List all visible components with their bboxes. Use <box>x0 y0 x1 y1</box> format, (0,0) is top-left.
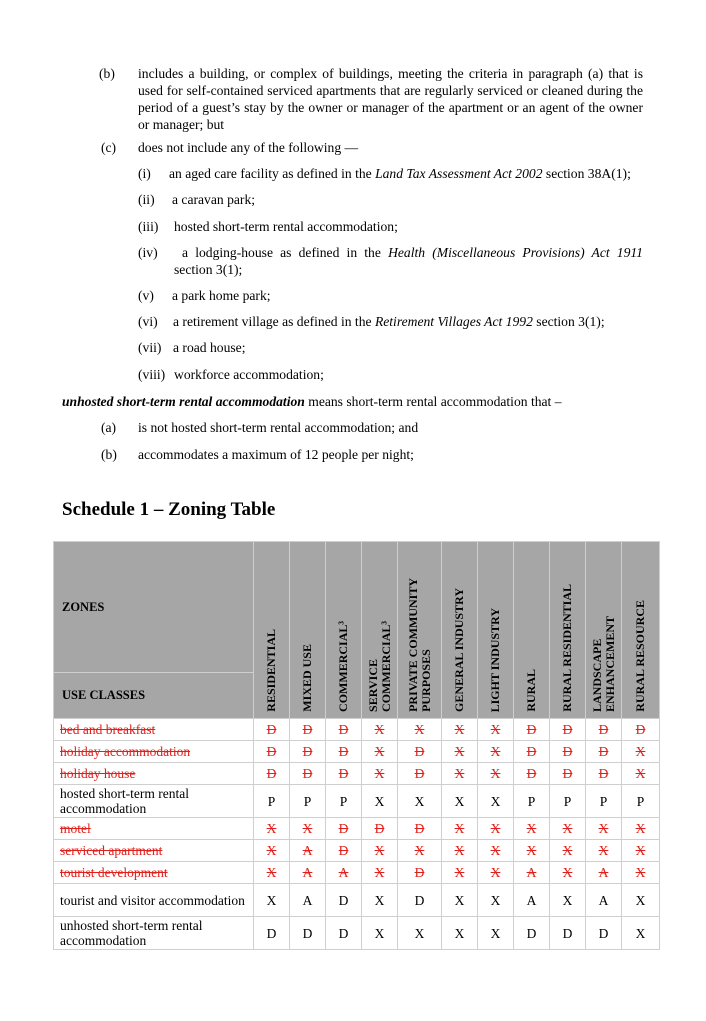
permissibility-cell: X <box>254 884 290 917</box>
permissibility-cell: X <box>362 785 398 818</box>
zone-header: RURAL RESOURCE <box>622 542 660 719</box>
use-class-name: hosted short-term rental accommodation <box>54 785 254 818</box>
permissibility-cell: D <box>254 763 290 785</box>
unhosted-item-text: is not hosted short-term rental accommodation; and <box>138 420 419 435</box>
permissibility-cell: D <box>254 741 290 763</box>
permissibility-cell: X <box>442 884 478 917</box>
unhosted-item-text: accommodates a maximum of 12 people per night; <box>138 447 414 462</box>
permissibility-cell: X <box>478 840 514 862</box>
zone-header: GENERAL INDUSTRY <box>442 542 478 719</box>
permissibility-cell: X <box>442 763 478 785</box>
schedule-title: Schedule 1 – Zoning Table <box>62 499 276 520</box>
use-classes-header: USE CLASSES <box>54 673 254 719</box>
permissibility-cell: X <box>362 763 398 785</box>
permissibility-cell: D <box>254 917 290 950</box>
permissibility-cell: X <box>550 818 586 840</box>
sub-item-text: a caravan park; <box>172 192 256 207</box>
permissibility-cell: D <box>622 719 660 741</box>
permissibility-cell: A <box>514 862 550 884</box>
zone-header: PRIVATE COMMUNITY PURPOSES <box>398 542 442 719</box>
para-c-label: (c) <box>101 140 117 155</box>
permissibility-cell: X <box>478 862 514 884</box>
para-b-text: includes a building, or complex of buildings, meeting the criteria in paragraph (a) that is used for self-contained serviced apartments that are regularly serviced or cleaned during the period of a guest’s stay by the owner or manager of the apartment or an agent of the owner or manager; but <box>138 66 643 132</box>
permissibility-cell: X <box>442 917 478 950</box>
permissibility-cell: D <box>586 719 622 741</box>
permissibility-cell: D <box>326 884 362 917</box>
zoning-table <box>53 541 660 950</box>
para-c-text: does not include any of the following — <box>138 140 359 155</box>
permissibility-cell: X <box>442 741 478 763</box>
permissibility-cell: X <box>398 840 442 862</box>
act-name: Land Tax Assessment Act 2002 <box>375 166 543 181</box>
para-b-label: (b) <box>99 66 115 81</box>
permissibility-cell: D <box>326 840 362 862</box>
permissibility-cell: X <box>398 719 442 741</box>
sub-item-label: (iii) <box>138 219 159 234</box>
permissibility-cell: P <box>550 785 586 818</box>
permissibility-cell: X <box>478 785 514 818</box>
use-class-name: tourist development <box>54 862 254 884</box>
permissibility-cell: X <box>586 818 622 840</box>
sub-item-label: (v) <box>138 288 154 303</box>
permissibility-cell: X <box>478 884 514 917</box>
sub-item-text: a road house; <box>173 340 246 355</box>
permissibility-cell: D <box>586 763 622 785</box>
permissibility-cell: X <box>254 862 290 884</box>
permissibility-cell: P <box>290 785 326 818</box>
sub-item-text: an aged care facility as defined in the Land Tax Assessment Act 2002 section 38A(1); <box>169 166 631 181</box>
permissibility-cell: D <box>398 862 442 884</box>
permissibility-cell: D <box>586 741 622 763</box>
permissibility-cell: X <box>362 719 398 741</box>
use-class-name: motel <box>54 818 254 840</box>
permissibility-cell: D <box>398 741 442 763</box>
unhosted-definition: unhosted short-term rental accommodation means short-term rental accommodation that – <box>62 394 562 409</box>
zone-header: MIXED USE <box>290 542 326 719</box>
permissibility-cell: D <box>398 884 442 917</box>
sub-item-label: (iv) <box>138 245 158 260</box>
use-class-name: holiday accommodation <box>54 741 254 763</box>
permissibility-cell: X <box>586 840 622 862</box>
permissibility-cell: X <box>478 917 514 950</box>
permissibility-cell: X <box>362 917 398 950</box>
deleted-use-class-row <box>54 741 660 763</box>
permissibility-cell: X <box>622 741 660 763</box>
use-class-name: unhosted short-term rental accommodation <box>54 917 254 950</box>
permissibility-cell: X <box>622 917 660 950</box>
permissibility-cell: X <box>254 840 290 862</box>
zone-header: COMMERCIAL³ <box>326 542 362 719</box>
permissibility-cell: X <box>254 818 290 840</box>
permissibility-cell: D <box>254 719 290 741</box>
permissibility-cell: X <box>442 818 478 840</box>
permissibility-cell: X <box>514 840 550 862</box>
permissibility-cell: D <box>290 917 326 950</box>
sub-item-label: (vi) <box>138 314 158 329</box>
permissibility-cell: X <box>622 763 660 785</box>
use-class-name: holiday house <box>54 763 254 785</box>
zone-header: LANDSCAPE ENHANCEMENT <box>586 542 622 719</box>
zoning-table-body <box>54 719 660 950</box>
permissibility-cell: X <box>442 719 478 741</box>
permissibility-cell: D <box>398 818 442 840</box>
permissibility-cell: X <box>622 862 660 884</box>
permissibility-cell: D <box>550 917 586 950</box>
permissibility-cell: X <box>478 818 514 840</box>
permissibility-cell: P <box>254 785 290 818</box>
zone-header: RESIDENTIAL <box>254 542 290 719</box>
permissibility-cell: X <box>478 763 514 785</box>
permissibility-cell: D <box>550 763 586 785</box>
permissibility-cell: A <box>290 884 326 917</box>
permissibility-cell: D <box>514 917 550 950</box>
zone-header: RURAL RESIDENTIAL <box>550 542 586 719</box>
sub-item-label: (viii) <box>138 367 166 382</box>
permissibility-cell: X <box>442 862 478 884</box>
permissibility-cell: D <box>326 741 362 763</box>
permissibility-cell: D <box>326 917 362 950</box>
permissibility-cell: A <box>514 884 550 917</box>
deleted-use-class-row <box>54 818 660 840</box>
zones-header: ZONES <box>54 542 254 673</box>
permissibility-cell: D <box>326 719 362 741</box>
permissibility-cell: X <box>362 862 398 884</box>
sub-item-text: hosted short-term rental accommodation; <box>174 219 398 234</box>
permissibility-cell: X <box>290 818 326 840</box>
permissibility-cell: X <box>362 884 398 917</box>
zone-header: LIGHT INDUSTRY <box>478 542 514 719</box>
permissibility-cell: X <box>550 862 586 884</box>
permissibility-cell: X <box>442 840 478 862</box>
sub-item-label: (ii) <box>138 192 155 207</box>
sub-item-label: (vii) <box>138 340 162 355</box>
defined-term: unhosted short-term rental accommodation <box>62 394 305 409</box>
permissibility-cell: P <box>514 785 550 818</box>
permissibility-cell: A <box>586 862 622 884</box>
permissibility-cell: P <box>622 785 660 818</box>
permissibility-cell: D <box>326 818 362 840</box>
permissibility-cell: D <box>514 763 550 785</box>
permissibility-cell: X <box>362 741 398 763</box>
use-class-name: serviced apartment <box>54 840 254 862</box>
permissibility-cell: D <box>550 741 586 763</box>
permissibility-cell: A <box>326 862 362 884</box>
permissibility-cell: A <box>586 884 622 917</box>
deleted-use-class-row <box>54 763 660 785</box>
permissibility-cell: P <box>326 785 362 818</box>
permissibility-cell: X <box>550 840 586 862</box>
permissibility-cell: D <box>398 763 442 785</box>
unhosted-item-label: (a) <box>101 420 117 435</box>
permissibility-cell: D <box>362 818 398 840</box>
permissibility-cell: X <box>398 917 442 950</box>
unhosted-item-label: (b) <box>101 447 117 462</box>
permissibility-cell: X <box>622 840 660 862</box>
permissibility-cell: A <box>290 862 326 884</box>
permissibility-cell: D <box>290 763 326 785</box>
permissibility-cell: X <box>550 884 586 917</box>
permissibility-cell: X <box>514 818 550 840</box>
permissibility-cell: D <box>514 719 550 741</box>
permissibility-cell: X <box>478 719 514 741</box>
act-name: Health (Miscellaneous Provisions) Act 1911 <box>388 245 643 260</box>
sub-item-text: a park home park; <box>172 288 271 303</box>
permissibility-cell: X <box>362 840 398 862</box>
permissibility-cell: A <box>290 840 326 862</box>
deleted-use-class-row <box>54 719 660 741</box>
use-class-row <box>54 785 660 818</box>
use-class-row <box>54 917 660 950</box>
sub-item-text: workforce accommodation; <box>174 367 324 382</box>
permissibility-cell: P <box>586 785 622 818</box>
use-class-row <box>54 884 660 917</box>
zone-header: RURAL <box>514 542 550 719</box>
permissibility-cell: D <box>326 763 362 785</box>
permissibility-cell: D <box>550 719 586 741</box>
sub-item-text: a retirement village as defined in the Retirement Villages Act 1992 section 3(1); <box>173 314 605 329</box>
permissibility-cell: D <box>290 719 326 741</box>
deleted-use-class-row <box>54 862 660 884</box>
zone-header: SERVICE COMMERCIAL³ <box>362 542 398 719</box>
permissibility-cell: D <box>586 917 622 950</box>
act-name: Retirement Villages Act 1992 <box>374 314 533 329</box>
sub-item-label: (i) <box>138 166 151 181</box>
permissibility-cell: D <box>514 741 550 763</box>
deleted-use-class-row <box>54 840 660 862</box>
use-class-name: bed and breakfast <box>54 719 254 741</box>
sub-item-text: a lodging-house as defined in the Health (Miscellaneous Provisions) Act 1911 section 3(1); <box>174 245 643 277</box>
permissibility-cell: X <box>398 785 442 818</box>
permissibility-cell: X <box>442 785 478 818</box>
permissibility-cell: X <box>622 818 660 840</box>
permissibility-cell: X <box>478 741 514 763</box>
use-class-name: tourist and visitor accommodation <box>54 884 254 917</box>
permissibility-cell: X <box>622 884 660 917</box>
permissibility-cell: D <box>290 741 326 763</box>
